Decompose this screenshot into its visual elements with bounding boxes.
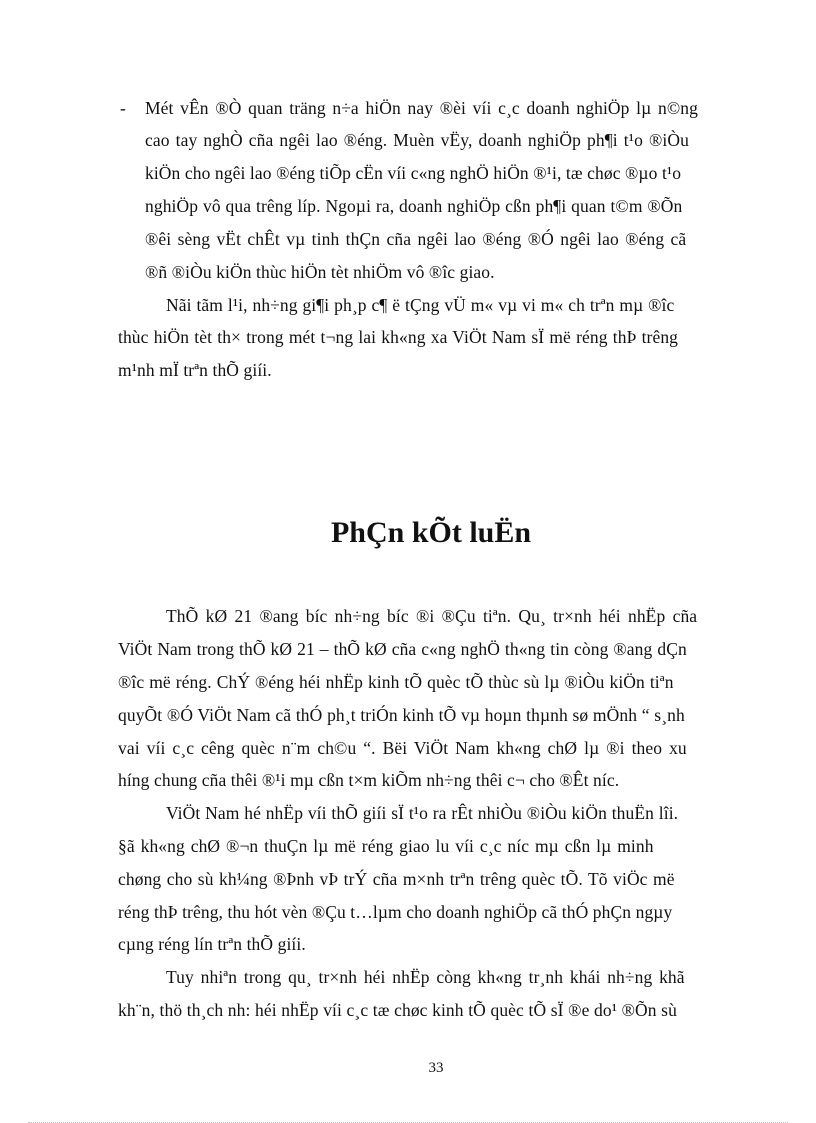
text-line: Tuy nhiªn trong qu¸ tr×nh héi nhËp còng kh«ng tr¸nh khái nh÷ng khã bbox=[166, 967, 685, 987]
page-number: 33 bbox=[428, 1060, 444, 1076]
text-line: kiÖn cho ngêi lao ®éng tiÕp cËn víi c«ng nghÖ hiÖn ®¹i, tæ chøc ®µo t¹o bbox=[145, 163, 682, 183]
text-line: ViÖt Nam hé nhËp víi thÕ giíi sÏ t¹o ra rÊt nhiÒu ®iÒu kiÖn thuËn lîi. bbox=[166, 803, 679, 823]
text-line: ®ñ ®iÒu kiÖn thùc hiÖn tèt nhiÖm vô ®îc giao. bbox=[145, 262, 495, 282]
text-line: m¹nh mÏ trªn thÕ giíi. bbox=[118, 360, 272, 380]
text-line: Nãi tãm l¹i, nh÷ng gi¶i ph¸p c¶ ë tÇng vÜ m« vµ vi m« ch trªn mµ ®îc bbox=[166, 295, 675, 315]
text-line: híng chung cña thêi ®¹i mµ cßn t×m kiÕm nh÷ng thêi c¬ cho ®Êt níc. bbox=[118, 770, 620, 790]
text-line: quyÕt ®Ó ViÖt Nam cã thÓ ph¸t triÓn kinh tÕ vµ hoµn thµnh sø mÖnh “ s¸nh bbox=[118, 705, 685, 725]
text-line: réng thÞ trêng, thu hót vèn ®Çu t…lµm cho doanh nghiÖp cã thÓ phÇn ngµy bbox=[118, 902, 673, 922]
section-heading: PhÇn kÕt luËn bbox=[330, 516, 532, 549]
text-line: cao tay nghÒ cña ngêi lao ®éng. Muèn vËy, doanh nghiÖp ph¶i t¹o ®iÒu bbox=[145, 130, 689, 150]
text-line: kh¨n, thö th¸ch nh: héi nhËp víi c¸c tæ chøc kinh tÕ quèc tÕ sÏ ®e do¹ ®Õn sù bbox=[118, 1000, 677, 1020]
text-line: Mét vÊn ®Ò quan träng n÷a hiÖn nay ®èi víi c¸c doanh nghiÖp lµ n©ng bbox=[145, 98, 698, 118]
text-line: ViÖt Nam trong thÕ kØ 21 – thÕ kØ cña c«ng nghÖ th«ng tin còng ®ang dÇn bbox=[118, 639, 687, 659]
text-line: thùc hiÖn tèt th× trong mét t¬ng lai kh«ng xa ViÖt Nam sÏ më réng thÞ trêng bbox=[118, 327, 679, 347]
text-line: §ã kh«ng chØ ®¬n thuÇn lµ më réng giao lu víi c¸c níc mµ cßn lµ minh bbox=[118, 836, 654, 856]
text-line: vai víi c¸c cêng quèc n¨m ch©u “. Bëi ViÖt Nam kh«ng chØ lµ ®i theo xu bbox=[118, 738, 687, 758]
bullet-marker: - bbox=[120, 98, 126, 118]
text-line: ®îc më réng. ChÝ ®éng héi nhËp kinh tÕ quèc tÕ thùc sù lµ ®iÒu kiÖn tiªn bbox=[118, 672, 674, 692]
text-line: ThÕ kØ 21 ®ang bíc nh÷ng bíc ®i ®Çu tiªn. Qu¸ tr×nh héi nhËp cña bbox=[166, 606, 698, 626]
text-line: nghiÖp vô qua trêng líp. Ngoµi ra, doanh nghiÖp cßn ph¶i quan t©m ®Õn bbox=[145, 196, 683, 216]
text-line: cµng réng lín trªn thÕ giíi. bbox=[118, 934, 306, 954]
text-line: ®êi sèng vËt chÊt vµ tinh thÇn cña ngêi lao ®éng ®Ó ngêi lao ®éng cã bbox=[145, 229, 687, 249]
text-line: chøng cho sù kh¼ng ®Þnh vÞ trÝ cña m×nh trªn trêng quèc tÕ. Tõ viÖc më bbox=[118, 869, 675, 889]
